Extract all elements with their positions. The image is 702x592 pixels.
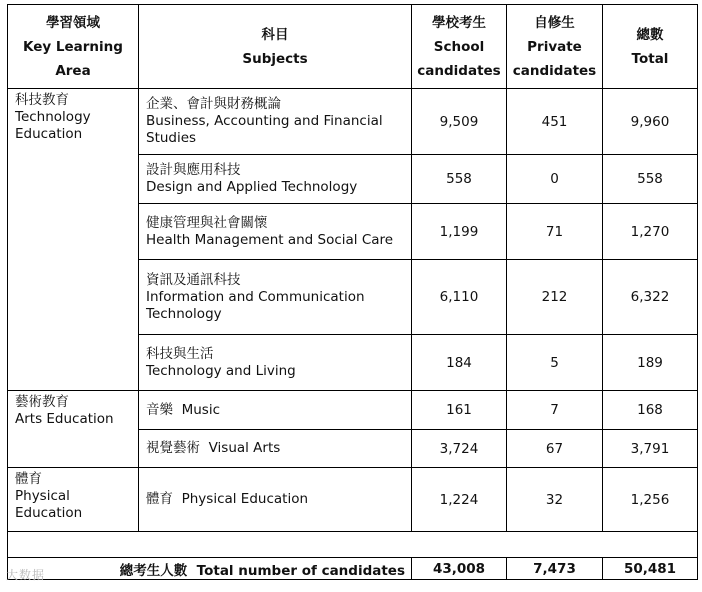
- subject-cell: 科技與生活 Technology and Living: [139, 335, 412, 391]
- watermark: 大数据: [6, 568, 46, 582]
- private-cell: 7: [507, 391, 603, 430]
- totals-private: 7,473: [507, 558, 603, 580]
- private-cell: 5: [507, 335, 603, 391]
- totals-row: [8, 558, 698, 580]
- area-arts: 藝術教育 Arts Education: [8, 391, 139, 468]
- area-technology: 科技教育 Technology Education: [8, 89, 139, 391]
- school-cell: 558: [412, 155, 507, 204]
- total-cell: 1,256: [603, 468, 698, 532]
- table-row: [8, 468, 698, 532]
- private-cell: 67: [507, 430, 603, 468]
- private-cell: 451: [507, 89, 603, 155]
- total-cell: 189: [603, 335, 698, 391]
- subject-cell: 健康管理與社會關懷 Health Management and Social Care: [139, 204, 412, 260]
- school-cell: 1,224: [412, 468, 507, 532]
- total-cell: 6,322: [603, 260, 698, 335]
- spacer-row: [8, 532, 698, 558]
- total-cell: 3,791: [603, 430, 698, 468]
- header-total: 總數 Total: [603, 5, 698, 89]
- header-area: 學習領域 Key Learning Area: [8, 5, 139, 89]
- subject-cell: 音樂 Music: [139, 391, 412, 430]
- header-row: [8, 5, 698, 89]
- subject-cell: 資訊及通訊科技 Information and Communication Technology: [139, 260, 412, 335]
- area-physical-education: 體育 Physical Education: [8, 468, 139, 532]
- school-cell: 184: [412, 335, 507, 391]
- table-row: [8, 89, 698, 155]
- header-school: 學校考生 School candidates: [412, 5, 507, 89]
- private-cell: 32: [507, 468, 603, 532]
- totals-school: 43,008: [412, 558, 507, 580]
- total-cell: 9,960: [603, 89, 698, 155]
- private-cell: 0: [507, 155, 603, 204]
- school-cell: 1,199: [412, 204, 507, 260]
- school-cell: 6,110: [412, 260, 507, 335]
- subject-cell: 視覺藝術 Visual Arts: [139, 430, 412, 468]
- header-subjects: 科目 Subjects: [139, 5, 412, 89]
- private-cell: 212: [507, 260, 603, 335]
- header-private: 自修生 Private candidates: [507, 5, 603, 89]
- spacer-cell: [8, 532, 698, 558]
- school-cell: 161: [412, 391, 507, 430]
- total-cell: 168: [603, 391, 698, 430]
- subject-cell: 企業、會計與財務概論 Business, Accounting and Financial Studies: [139, 89, 412, 155]
- total-cell: 558: [603, 155, 698, 204]
- subject-cell: 體育 Physical Education: [139, 468, 412, 532]
- private-cell: 71: [507, 204, 603, 260]
- candidates-table: [7, 4, 698, 580]
- school-cell: 9,509: [412, 89, 507, 155]
- totals-total: 50,481: [603, 558, 698, 580]
- subject-cell: 設計與應用科技 Design and Applied Technology: [139, 155, 412, 204]
- table-row: [8, 391, 698, 430]
- total-cell: 1,270: [603, 204, 698, 260]
- school-cell: 3,724: [412, 430, 507, 468]
- totals-label: 總考生人數 Total number of candidates: [8, 558, 412, 580]
